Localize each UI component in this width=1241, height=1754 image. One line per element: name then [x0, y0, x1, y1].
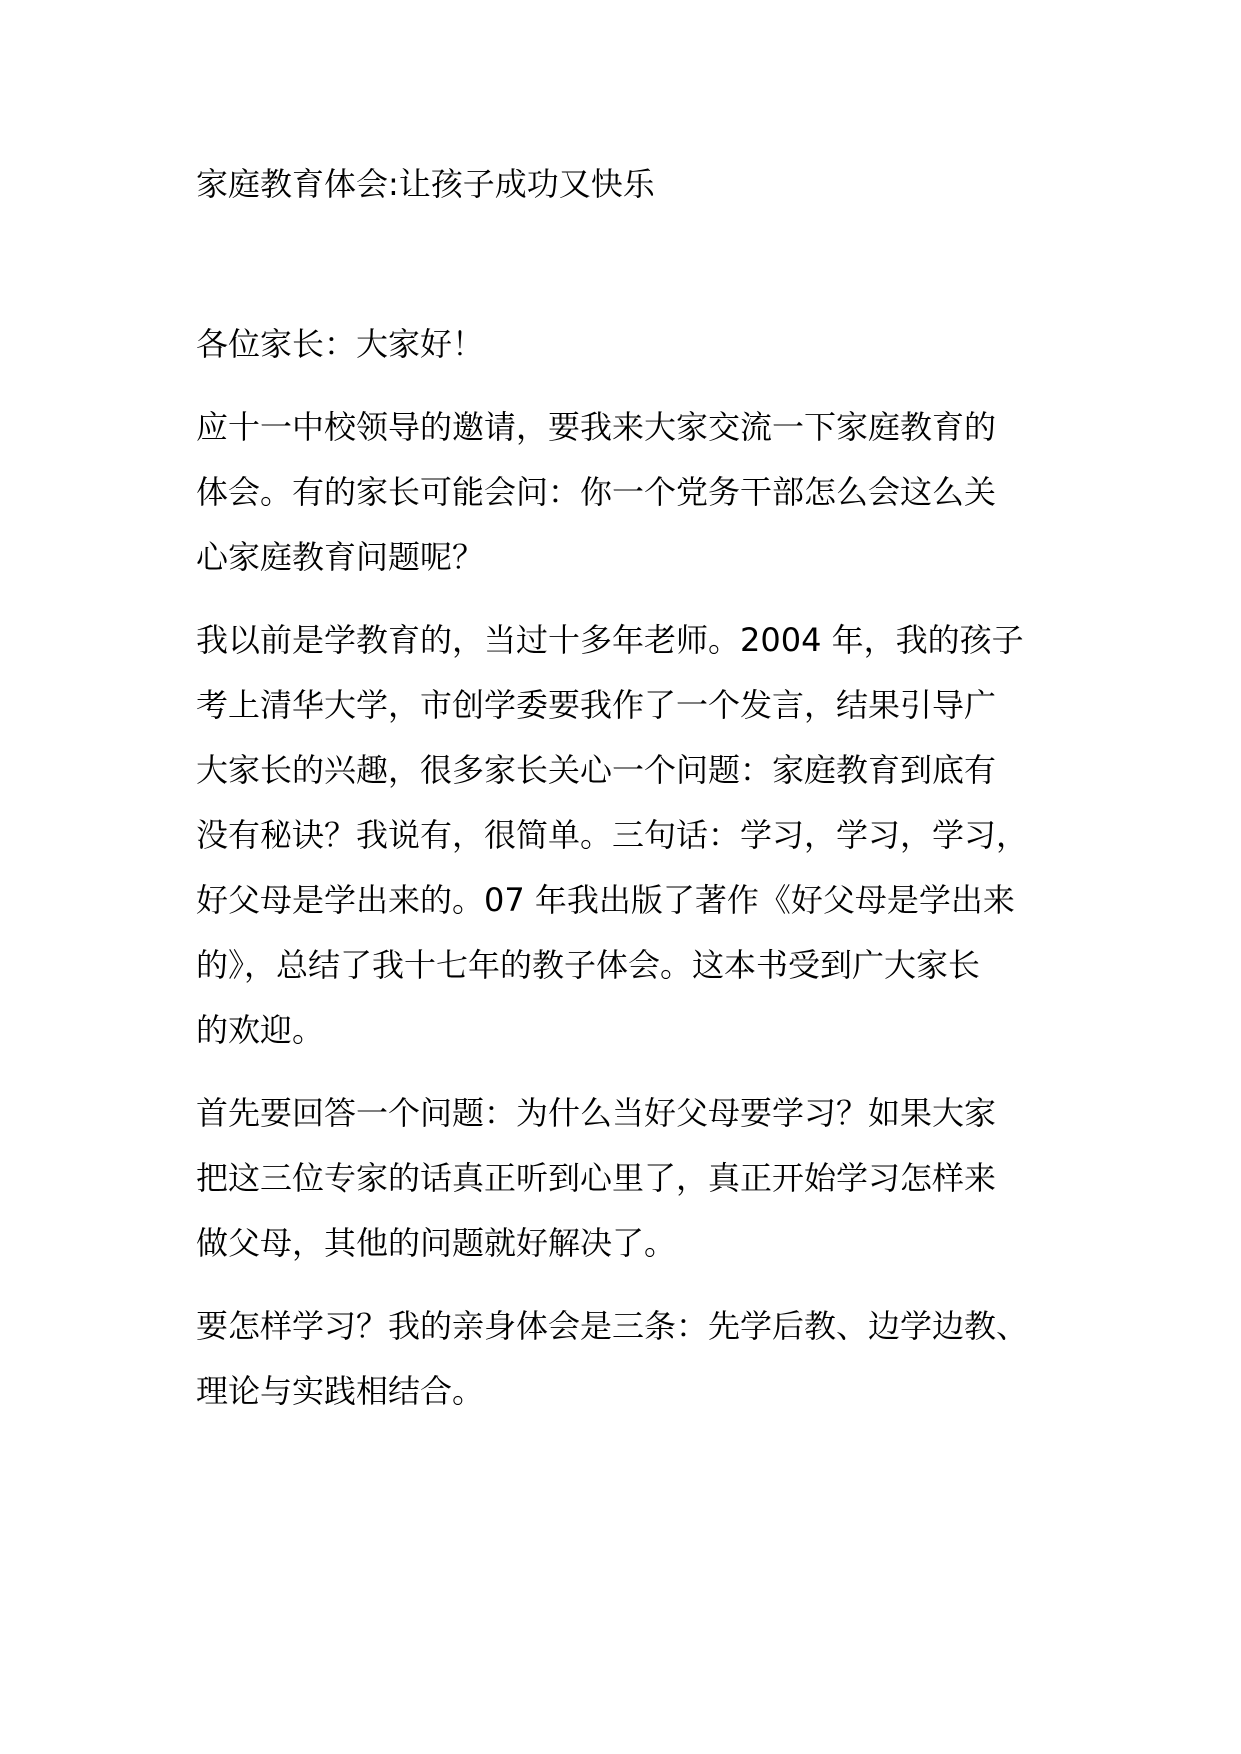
text-line: 应十一中校领导的邀请，要我来大家交流一下家庭教育的: [196, 408, 997, 446]
text-line: 理论与实践相结合。: [196, 1372, 485, 1410]
invitation-paragraph: [196, 395, 1056, 590]
question-paragraph: [196, 1081, 1056, 1276]
document-body: [196, 312, 1056, 1442]
text-line: 的欢迎。: [196, 1011, 325, 1049]
text-line: 首先要回答一个问题：为什么当好父母要学习？如果大家: [196, 1094, 997, 1132]
background-paragraph: [196, 608, 1056, 1063]
text-line: 大家长的兴趣，很多家长关心一个问题：家庭教育到底有: [196, 751, 997, 789]
greeting-paragraph: [196, 312, 1056, 377]
text-line: 的》，总结了我十七年的教子体会。这本书受到广大家长: [196, 946, 981, 984]
text-line: 好父母是学出来的。07 年我出版了著作《好父母是学出来: [196, 881, 1015, 919]
text-line: 考上清华大学，市创学委要我作了一个发言，结果引导广: [196, 686, 997, 724]
text-line: 我以前是学教育的，当过十多年老师。2004 年，我的孩子: [196, 621, 1024, 659]
document-title: 家庭教育体会:让孩子成功又快乐: [196, 165, 655, 203]
text-line: 要怎样学习？我的亲身体会是三条：先学后教、边学边教、: [196, 1307, 1029, 1345]
text-line: 把这三位专家的话真正听到心里了，真正开始学习怎样来: [196, 1159, 997, 1197]
text-line: 没有秘诀？我说有，很简单。三句话：学习，学习，学习，: [196, 816, 1029, 854]
text-line: 各位家长：大家好！: [196, 325, 485, 363]
text-line: 心家庭教育问题呢？: [196, 538, 485, 576]
method-paragraph: [196, 1294, 1056, 1424]
text-line: 做父母，其他的问题就好解决了。: [196, 1224, 677, 1262]
text-line: 体会。有的家长可能会问：你一个党务干部怎么会这么关: [196, 473, 997, 511]
